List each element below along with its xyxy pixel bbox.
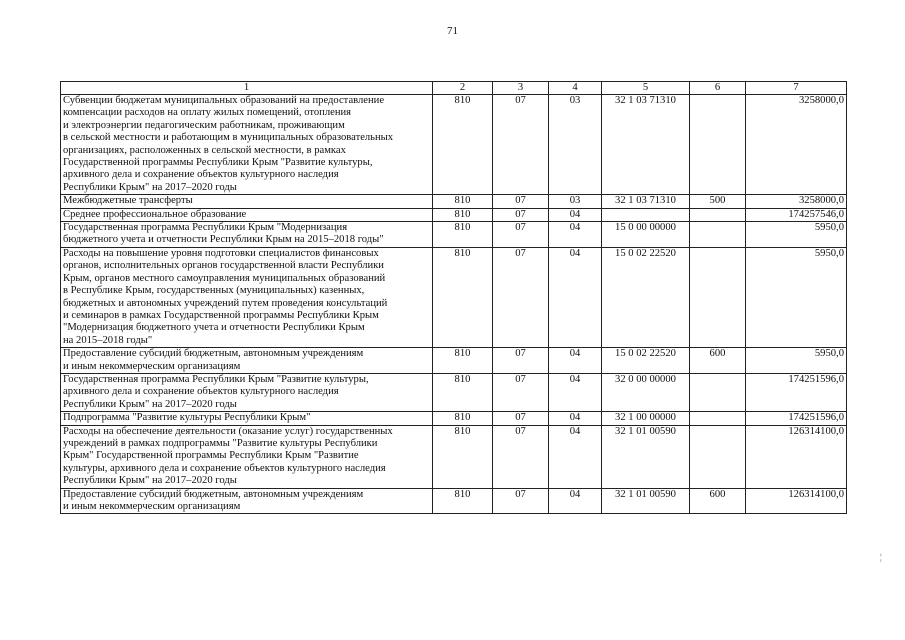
row-amount: 174251596,0: [746, 412, 847, 425]
budget-table: [60, 81, 847, 514]
row-expense-type: [690, 222, 746, 248]
row-amount: 126314100,0: [746, 425, 847, 488]
header-row: [61, 82, 847, 95]
page-number: 71: [447, 25, 458, 37]
row-section: 07: [493, 425, 549, 488]
row-section: 07: [493, 208, 549, 221]
row-subsection: 03: [549, 195, 602, 208]
row-subsection: 04: [549, 488, 602, 514]
row-expense-type: [690, 425, 746, 488]
row-amount: 174251596,0: [746, 373, 847, 411]
row-name: Государственная программа Республики Крым "Модернизация бюджетного учета и отчетности Республики Крым на 2015–2018 годы": [61, 222, 433, 248]
row-section: 07: [493, 348, 549, 374]
row-subsection: 04: [549, 412, 602, 425]
row-subsection: 04: [549, 348, 602, 374]
row-name: Предоставление субсидий бюджетным, автономным учреждениям и иным некоммерческим организациям: [61, 348, 433, 374]
row-expense-type: 600: [690, 348, 746, 374]
row-expense-type: [690, 247, 746, 347]
row-target-article: 15 0 02 22520: [602, 247, 690, 347]
row-section: 07: [493, 222, 549, 248]
row-name: Среднее профессиональное образование: [61, 208, 433, 221]
row-grbs: 810: [433, 348, 493, 374]
column-header: 1: [61, 82, 433, 95]
row-subsection: 04: [549, 222, 602, 248]
column-header: 3: [493, 82, 549, 95]
row-grbs: 810: [433, 195, 493, 208]
table-row: [61, 247, 847, 347]
table-row: [61, 348, 847, 374]
row-section: 07: [493, 373, 549, 411]
row-expense-type: 600: [690, 488, 746, 514]
row-subsection: 04: [549, 373, 602, 411]
row-target-article: 32 1 01 00590: [602, 425, 690, 488]
row-section: 07: [493, 195, 549, 208]
row-target-article: [602, 208, 690, 221]
table-row: [61, 488, 847, 514]
row-name: Государственная программа Республики Крым "Развитие культуры, архивного дела и сохранение объектов культурного наследия Республики Крым" на 2017–2020 годы: [61, 373, 433, 411]
row-grbs: 810: [433, 425, 493, 488]
row-section: 07: [493, 412, 549, 425]
row-target-article: 32 1 03 71310: [602, 95, 690, 195]
scan-mark: ¦: [880, 552, 882, 562]
row-expense-type: [690, 95, 746, 195]
row-amount: 5950,0: [746, 247, 847, 347]
row-target-article: 32 1 00 00000: [602, 412, 690, 425]
row-grbs: 810: [433, 373, 493, 411]
row-expense-type: [690, 208, 746, 221]
row-name: Расходы на обеспечение деятельности (оказание услуг) государственных учреждений в рамках подпрограммы "Развитие культуры Республики Крым" Государственной программы Республики Крым "Развитие культуры, архивного дела и сохранение объектов культурного наследия Республики Крым" на 2017–2020 годы: [61, 425, 433, 488]
row-name: Субвенции бюджетам муниципальных образований на предоставление компенсации расходов на оплату жилых помещений, отопления и электроэнергии педагогическим работникам, проживающим в сельской местности и работающим в муниципальных образовательных организациях, расположенных в сельской местности, в рамках Государственной программы Республики Крым "Развитие культуры, архивного дела и сохранение объектов культурного наследия Республики Крым" на 2017–2020 годы: [61, 95, 433, 195]
row-expense-type: 500: [690, 195, 746, 208]
row-amount: 5950,0: [746, 222, 847, 248]
row-grbs: 810: [433, 222, 493, 248]
row-expense-type: [690, 412, 746, 425]
row-subsection: 04: [549, 425, 602, 488]
row-section: 07: [493, 488, 549, 514]
row-name: Предоставление субсидий бюджетным, автономным учреждениям и иным некоммерческим организациям: [61, 488, 433, 514]
row-name: Межбюджетные трансферты: [61, 195, 433, 208]
row-target-article: 32 0 00 00000: [602, 373, 690, 411]
row-grbs: 810: [433, 488, 493, 514]
row-name: Расходы на повышение уровня подготовки специалистов финансовых органов, исполнительных органов государственной власти Республики Крым, органов местного самоуправления муниципальных образований в Республике Крым, государственных (муниципальных) казенных, бюджетных и автономных учреждений путем проведения консультаций и семинаров в рамках Государственной программы Республики Крым "Модернизация бюджетного учета и отчетности Республики Крым на 2015–2018 годы": [61, 247, 433, 347]
table-row: [61, 195, 847, 208]
table-row: [61, 412, 847, 425]
row-grbs: 810: [433, 95, 493, 195]
row-target-article: 32 1 01 00590: [602, 488, 690, 514]
row-target-article: 32 1 03 71310: [602, 195, 690, 208]
table-row: [61, 222, 847, 248]
row-section: 07: [493, 95, 549, 195]
table-row: [61, 95, 847, 195]
row-section: 07: [493, 247, 549, 347]
row-name: Подпрограмма "Развитие культуры Республики Крым": [61, 412, 433, 425]
table-row: [61, 208, 847, 221]
row-amount: 3258000,0: [746, 195, 847, 208]
row-target-article: 15 0 02 22520: [602, 348, 690, 374]
row-grbs: 810: [433, 412, 493, 425]
column-header: 7: [746, 82, 847, 95]
table-row: [61, 373, 847, 411]
table-row: [61, 425, 847, 488]
row-amount: 126314100,0: [746, 488, 847, 514]
row-target-article: 15 0 00 00000: [602, 222, 690, 248]
column-header: 2: [433, 82, 493, 95]
row-subsection: 03: [549, 95, 602, 195]
row-amount: 5950,0: [746, 348, 847, 374]
row-subsection: 04: [549, 208, 602, 221]
row-subsection: 04: [549, 247, 602, 347]
row-grbs: 810: [433, 208, 493, 221]
row-expense-type: [690, 373, 746, 411]
column-header: 6: [690, 82, 746, 95]
row-amount: 3258000,0: [746, 95, 847, 195]
column-header: 4: [549, 82, 602, 95]
column-header: 5: [602, 82, 690, 95]
row-grbs: 810: [433, 247, 493, 347]
row-amount: 174257546,0: [746, 208, 847, 221]
